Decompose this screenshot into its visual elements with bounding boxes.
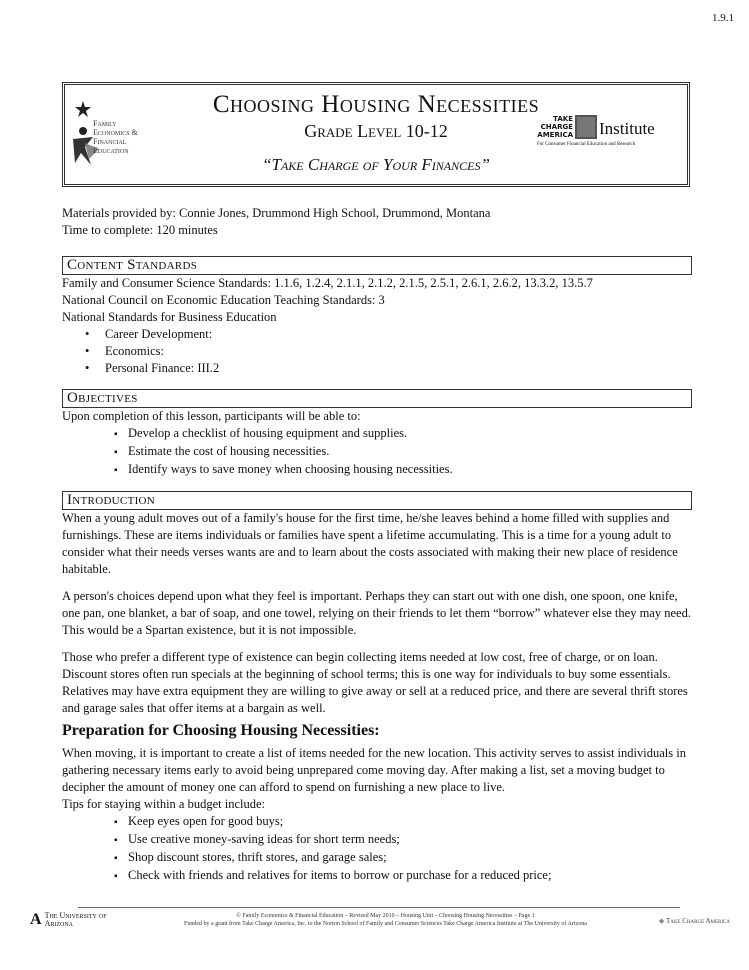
maze-icon: [575, 115, 597, 139]
document-body: [62, 205, 692, 885]
paragraph: A person's choices depend upon what they feel is important. Perhaps they can start out with one dish, one spoon, one knife, one pan, one blanket, a bar of soap, and one towel, relying on their friends to let them “borrow” whatever else they may need. This would be a Spartan existence, but it is not impossible.: [62, 589, 691, 637]
logo-text: AMERICA: [537, 131, 573, 139]
section-heading: Content Standards: [62, 256, 692, 275]
tips-intro: Tips for staying within a budget include:: [62, 797, 265, 811]
tca-institute-logo: [537, 115, 677, 157]
list-item: • Career Development:: [82, 326, 692, 343]
footer-divider: [78, 907, 680, 908]
logo-text: The University of Arizona: [44, 911, 107, 928]
logo-text: Education: [93, 146, 129, 155]
section-heading: Objectives: [62, 389, 692, 408]
standards-line: National Standards for Business Education: [62, 310, 277, 324]
logo-text: Institute: [599, 119, 655, 138]
logo-text: TAKE: [553, 115, 573, 123]
paragraph: When moving, it is important to create a list of items needed for the new location. This activity serves to assist individuals in gathering necessary items early to avoid being unprepared come moving day. After making a list, set a moving budget to decipher the amount of money one can afford to spend on furnishing a new place to live.: [62, 746, 686, 794]
standards-line: Family and Consumer Science Standards: 1.1.6, 1.2.4, 2.1.1, 2.1.2, 2.1.5, 2.5.1, 2.6.1, 2.6.2, 13.3.2, 13.5.7: [62, 276, 593, 290]
diamond-icon: ◆: [658, 917, 665, 925]
objectives-intro: Upon completion of this lesson, participants will be able to:: [62, 409, 361, 423]
list-item: ▪ Check with friends and relatives for items to borrow or purchase for a reduced price;: [114, 867, 692, 885]
list-item: ▪ Estimate the cost of housing necessities.: [114, 443, 692, 461]
logo-text: For Consumer Financial Education and Research: [537, 142, 636, 147]
logo-text: CHARGE: [540, 123, 573, 131]
page-title: Choosing Housing Necessities: [212, 91, 540, 118]
materials: Materials provided by: Connie Jones, Drummond High School, Drummond, Montana: [62, 206, 491, 220]
list-item: ▪ Shop discount stores, thrift stores, and garage sales;: [114, 849, 692, 867]
page-number: 1.9.1: [712, 12, 734, 24]
take-charge-america-logo: [659, 917, 730, 926]
list-item: ▪ Develop a checklist of housing equipment and supplies.: [114, 425, 692, 443]
footer-text: [120, 912, 651, 928]
paragraph: Those who prefer a different type of existence can begin collecting items needed at low cost, free of charge, or on loan. Discount stores often run specials at the beginning of school terms; this is one way for individuals to buy some essentials. Relatives may have extra equipment they are willing to give away or sell at a reduced price, and there are several thrift stores and garage sales that offer items at a bargain as well.: [62, 650, 688, 715]
a-mark-icon: A: [30, 911, 42, 928]
footer-copyright: © Family Economics & Financial Education – Revised May 2010 – Housing Unit – Choosing Housing Necessities – Page 1: [236, 913, 535, 919]
slogan: “Take Charge of Your Finances”: [262, 155, 490, 174]
footer-funding: Funded by a grant from Take Charge America, Inc. to the Norton School of Family and Consumer Sciences Take Charge America Institute at The University of Arizona: [184, 921, 587, 927]
paragraph: When a young adult moves out of a family's house for the first time, he/she leaves behind a home filled with supplies and furnishings. These are items individuals or families have spent a lifetime accumulating. This is a time for a young adult to consider what their needs verses wants are and to learn about the costs associated with making their new place of residence habitable.: [62, 511, 678, 576]
list-item: • Personal Finance: III.2: [82, 360, 692, 377]
logo-text: Economics &: [93, 128, 138, 137]
title-banner: [62, 82, 690, 187]
list-item: ▪ Identify ways to save money when choosing housing necessities.: [114, 461, 692, 479]
section-heading: Preparation for Choosing Housing Necessities:: [62, 722, 380, 739]
grade-level: Grade Level 10-12: [304, 121, 448, 141]
standards-line: National Council on Economic Education Teaching Standards: 3: [62, 293, 385, 307]
time-to-complete: Time to complete: 120 minutes: [62, 223, 218, 237]
logo-text: Family: [93, 119, 117, 128]
list-item: • Economics:: [82, 343, 692, 360]
section-heading: Introduction: [62, 491, 692, 510]
footer: [30, 905, 730, 945]
list-item: ▪ Use creative money-saving ideas for short term needs;: [114, 831, 692, 849]
logo-text: Financial: [93, 137, 127, 146]
list-item: ▪ Keep eyes open for good buys;: [114, 813, 692, 831]
university-of-arizona-logo: [30, 912, 112, 928]
logo-text: Take Charge America: [665, 917, 730, 925]
